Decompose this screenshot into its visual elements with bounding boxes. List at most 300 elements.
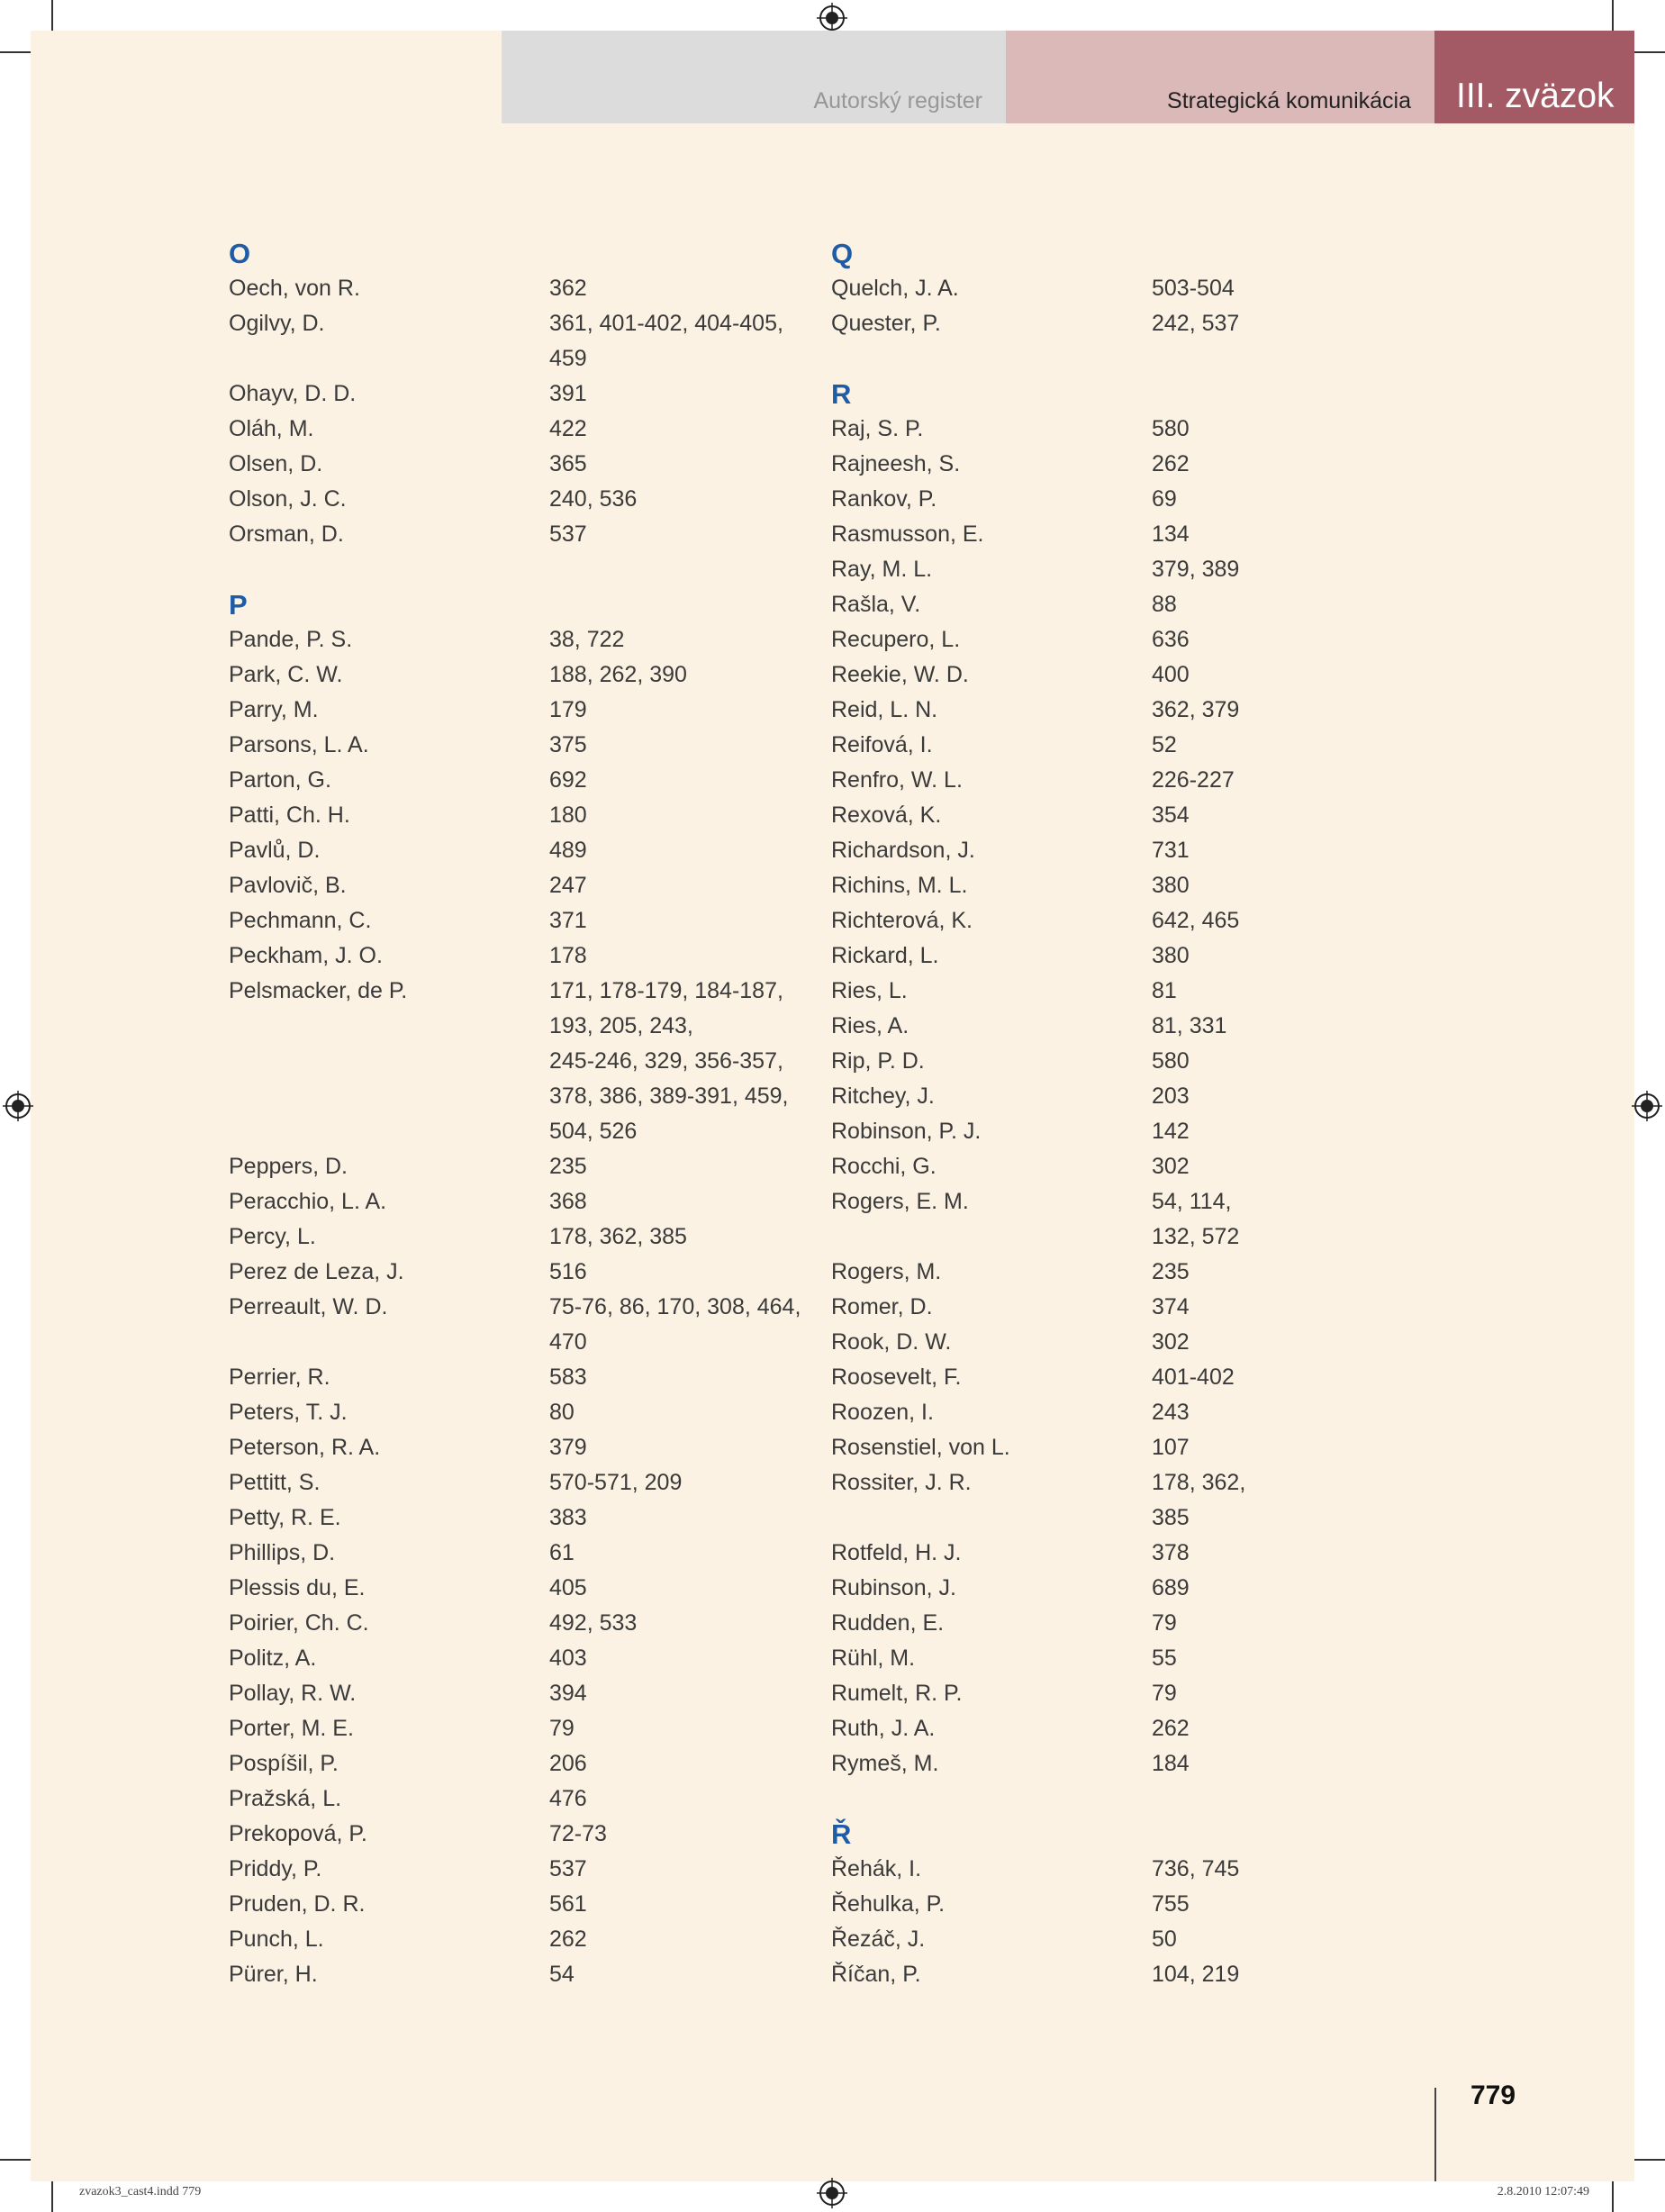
index-entry xyxy=(229,868,805,903)
registration-mark-icon xyxy=(1632,1091,1662,1121)
page-references xyxy=(549,412,805,447)
page-reference-line: 692 xyxy=(549,767,587,793)
page-references xyxy=(1152,622,1407,657)
author-name: Raj, S. P. xyxy=(831,416,924,441)
author-name: Renfro, W. L. xyxy=(831,767,963,793)
page-reference-line: 54, 114, xyxy=(1152,1189,1232,1214)
page-references xyxy=(549,447,805,482)
page-references xyxy=(549,728,805,763)
page-reference-line: 52 xyxy=(1152,732,1177,757)
page-reference-line: 476 xyxy=(549,1786,587,1811)
page-reference-line: 459 xyxy=(549,346,587,371)
page-reference-line: 79 xyxy=(1152,1610,1177,1636)
page-references xyxy=(549,1395,805,1430)
author-name: Romer, D. xyxy=(831,1294,933,1319)
page-references xyxy=(1152,1009,1407,1044)
page-reference-line: 262 xyxy=(549,1926,587,1952)
header-volume-bar xyxy=(1434,31,1634,123)
author-name: Rogers, M. xyxy=(831,1259,942,1284)
page-references xyxy=(549,1184,805,1219)
page-reference-line: 361, 401-402, 404-405, xyxy=(549,311,783,336)
author-name: Pettitt, S. xyxy=(229,1470,321,1495)
index-entry xyxy=(831,1255,1407,1290)
index-entry xyxy=(229,271,805,306)
index-entry xyxy=(831,1887,1407,1922)
page-reference-line: 302 xyxy=(1152,1329,1190,1355)
author-name: Plessis du, E. xyxy=(229,1575,366,1600)
page-references xyxy=(549,376,805,412)
index-entry xyxy=(831,1325,1407,1360)
page-references xyxy=(549,271,805,306)
crop-mark xyxy=(51,2181,53,2212)
index-entry xyxy=(831,833,1407,868)
author-name: Oláh, M. xyxy=(229,416,314,441)
index-entry xyxy=(229,1852,805,1887)
page-reference-line: 72-73 xyxy=(549,1821,607,1846)
page-reference-line: 362 xyxy=(549,276,587,301)
author-name: Rankov, P. xyxy=(831,486,937,512)
page-reference-line: 403 xyxy=(549,1645,587,1671)
index-entry xyxy=(831,271,1407,306)
page-references xyxy=(1152,1746,1407,1781)
page-references xyxy=(549,1430,805,1465)
page-reference-line: 379, 389 xyxy=(1152,557,1240,582)
author-name: Reifová, I. xyxy=(831,732,933,757)
page-reference-line: 193, 205, 243, xyxy=(549,1013,693,1038)
page-reference-line: 470 xyxy=(549,1329,587,1355)
page-references xyxy=(1152,693,1407,728)
index-entry xyxy=(229,1641,805,1676)
index-entry xyxy=(831,482,1407,517)
author-name: Ries, L. xyxy=(831,978,908,1003)
author-name: Rossiter, J. R. xyxy=(831,1470,972,1495)
page-reference-line: 378 xyxy=(1152,1540,1190,1565)
print-slug-file: zvazok3_cast4.indd 779 xyxy=(79,2185,202,2198)
page-reference-line: 54 xyxy=(549,1962,575,1987)
page-reference-line: 365 xyxy=(549,451,587,476)
page-references xyxy=(549,1465,805,1500)
index-entry xyxy=(229,1500,805,1536)
page-reference-line: 580 xyxy=(1152,416,1190,441)
index-letter-heading: O xyxy=(229,238,251,269)
author-name: Prekopová, P. xyxy=(229,1821,367,1846)
page-references xyxy=(1152,1360,1407,1395)
author-name: Robinson, P. J. xyxy=(831,1119,982,1144)
page-references xyxy=(549,1360,805,1395)
page-references xyxy=(1152,1641,1407,1676)
page-references xyxy=(549,1290,805,1360)
page-reference-line: 736, 745 xyxy=(1152,1856,1240,1881)
author-name: Reid, L. N. xyxy=(831,697,938,722)
page-reference-line: 226-227 xyxy=(1152,767,1235,793)
index-entry xyxy=(831,1641,1407,1676)
page-references xyxy=(549,1817,805,1852)
page-reference-line: 489 xyxy=(549,838,587,863)
page-reference-line: 79 xyxy=(549,1716,575,1741)
page-references xyxy=(1152,306,1407,341)
index-entry xyxy=(831,517,1407,552)
page-references xyxy=(1152,1676,1407,1711)
index-entry xyxy=(229,376,805,412)
page-references xyxy=(1152,1430,1407,1465)
page-reference-line: 755 xyxy=(1152,1891,1190,1917)
crop-mark xyxy=(1612,0,1614,31)
author-name: Perreault, W. D. xyxy=(229,1294,388,1319)
page-reference-line: 132, 572 xyxy=(1152,1224,1240,1249)
index-entry xyxy=(831,1536,1407,1571)
author-name: Rašla, V. xyxy=(831,592,921,617)
index-entry xyxy=(229,1395,805,1430)
author-name: Rühl, M. xyxy=(831,1645,916,1671)
page-references xyxy=(1152,798,1407,833)
index-entry xyxy=(229,1817,805,1852)
author-name: Rajneesh, S. xyxy=(831,451,961,476)
page-reference-line: 50 xyxy=(1152,1926,1177,1952)
page-references xyxy=(1152,833,1407,868)
author-name: Rumelt, R. P. xyxy=(831,1681,963,1706)
author-name: Phillips, D. xyxy=(229,1540,336,1565)
index-entry xyxy=(831,1009,1407,1044)
page-reference-line: 422 xyxy=(549,416,587,441)
page-references xyxy=(549,1641,805,1676)
author-name: Rosenstiel, von L. xyxy=(831,1435,1010,1460)
page-references xyxy=(1152,1395,1407,1430)
page-references xyxy=(1152,517,1407,552)
page-references xyxy=(1152,1255,1407,1290)
page-references xyxy=(549,1957,805,1992)
page-reference-line: 81 xyxy=(1152,978,1177,1003)
index-entry xyxy=(229,1255,805,1290)
page-references xyxy=(1152,271,1407,306)
author-name: Recupero, L. xyxy=(831,627,961,652)
page-references xyxy=(1152,763,1407,798)
index-entry xyxy=(831,974,1407,1009)
index-entry xyxy=(229,1219,805,1255)
index-entry xyxy=(229,833,805,868)
author-name: Richterová, K. xyxy=(831,908,973,933)
page-reference-line: 242, 537 xyxy=(1152,311,1240,336)
author-name: Orsman, D. xyxy=(229,521,344,547)
index-entry xyxy=(229,728,805,763)
page-references xyxy=(549,1219,805,1255)
page-reference-line: 69 xyxy=(1152,486,1177,512)
index-entry xyxy=(831,1114,1407,1149)
page-reference-line: 368 xyxy=(549,1189,587,1214)
page-reference-line: 178 xyxy=(549,943,587,968)
page-reference-line: 247 xyxy=(549,873,587,898)
header-section-label: Autorský register xyxy=(813,88,982,113)
index-entry xyxy=(229,1676,805,1711)
author-name: Ogilvy, D. xyxy=(229,311,325,336)
page-number: 779 xyxy=(1470,2081,1516,2110)
author-name: Rip, P. D. xyxy=(831,1048,925,1074)
index-entry xyxy=(229,1606,805,1641)
author-name: Porter, M. E. xyxy=(229,1716,354,1741)
index-entry xyxy=(831,657,1407,693)
index-entry xyxy=(229,1184,805,1219)
page-references xyxy=(549,1606,805,1641)
page-references xyxy=(1152,868,1407,903)
page-reference-line: 379 xyxy=(549,1435,587,1460)
header-book-title: Strategická komunikácia xyxy=(1167,88,1411,113)
author-name: Petty, R. E. xyxy=(229,1505,341,1530)
page-references xyxy=(549,903,805,938)
page-reference-line: 203 xyxy=(1152,1083,1190,1109)
page-references xyxy=(549,833,805,868)
author-name: Richins, M. L. xyxy=(831,873,968,898)
page-reference-line: 537 xyxy=(549,1856,587,1881)
page-references xyxy=(549,1746,805,1781)
page-reference-line: 88 xyxy=(1152,592,1177,617)
page-references xyxy=(1152,938,1407,974)
page-references xyxy=(549,1149,805,1184)
page-references xyxy=(1152,1290,1407,1325)
index-entry xyxy=(229,1290,805,1360)
page-reference-line: 636 xyxy=(1152,627,1190,652)
print-slug-date: 2.8.2010 12:07:49 xyxy=(1497,2185,1589,2198)
author-name: Reekie, W. D. xyxy=(831,662,969,687)
author-name: Peppers, D. xyxy=(229,1154,348,1179)
page-references xyxy=(549,938,805,974)
author-name: Parry, M. xyxy=(229,697,319,722)
page-references xyxy=(549,1676,805,1711)
page-reference-line: 171, 178-179, 184-187, xyxy=(549,978,783,1003)
crop-mark xyxy=(1634,2159,1665,2161)
index-entry xyxy=(831,1852,1407,1887)
page-reference-line: 385 xyxy=(1152,1505,1190,1530)
index-entry xyxy=(831,1465,1407,1536)
page-reference-line: 55 xyxy=(1152,1645,1177,1671)
index-entry xyxy=(229,974,805,1149)
page-references xyxy=(1152,1465,1407,1536)
page-reference-line: 492, 533 xyxy=(549,1610,638,1636)
index-entry xyxy=(831,1290,1407,1325)
page-references xyxy=(1152,587,1407,622)
index-entry xyxy=(831,693,1407,728)
author-name: Pavlovič, B. xyxy=(229,873,347,898)
index-entry xyxy=(831,412,1407,447)
page-reference-line: 302 xyxy=(1152,1154,1190,1179)
page-reference-line: 178, 362, xyxy=(1152,1470,1246,1495)
author-name: Roosevelt, F. xyxy=(831,1364,962,1390)
index-entry xyxy=(831,622,1407,657)
header-book-bar xyxy=(1006,31,1434,123)
author-name: Říčan, P. xyxy=(831,1962,921,1987)
author-name: Parsons, L. A. xyxy=(229,732,369,757)
index-entry xyxy=(229,412,805,447)
index-entry xyxy=(831,1079,1407,1114)
header-volume-label: III. zväzok xyxy=(1456,77,1615,115)
page-reference-line: 245-246, 329, 356-357, xyxy=(549,1048,783,1074)
index-entry xyxy=(229,1746,805,1781)
author-name: Rook, D. W. xyxy=(831,1329,952,1355)
index-entry xyxy=(229,1360,805,1395)
author-name: Rocchi, G. xyxy=(831,1154,937,1179)
page-references xyxy=(549,517,805,552)
index-entry xyxy=(229,903,805,938)
author-name: Punch, L. xyxy=(229,1926,324,1952)
author-name: Pelsmacker, de P. xyxy=(229,978,408,1003)
author-name: Rickard, L. xyxy=(831,943,939,968)
page-reference-line: 405 xyxy=(549,1575,587,1600)
page-reference-line: 243 xyxy=(1152,1400,1190,1425)
author-name: Pruden, D. R. xyxy=(229,1891,366,1917)
index-entry xyxy=(229,938,805,974)
author-name: Richardson, J. xyxy=(831,838,975,863)
page-references xyxy=(1152,1149,1407,1184)
author-name: Peterson, R. A. xyxy=(229,1435,381,1460)
index-entry xyxy=(831,552,1407,587)
author-name: Perrier, R. xyxy=(229,1364,330,1390)
author-name: Rotfeld, H. J. xyxy=(831,1540,962,1565)
index-column-right xyxy=(831,236,1407,1992)
page-references xyxy=(1152,1887,1407,1922)
index-entry xyxy=(831,903,1407,938)
page-references xyxy=(1152,412,1407,447)
author-name: Priddy, P. xyxy=(229,1856,322,1881)
page-references xyxy=(1152,1079,1407,1114)
page-references xyxy=(549,306,805,376)
author-name: Peracchio, L. A. xyxy=(229,1189,387,1214)
index-entry xyxy=(229,763,805,798)
author-name: Percy, L. xyxy=(229,1224,316,1249)
page-reference-line: 374 xyxy=(1152,1294,1190,1319)
index-entry xyxy=(831,1606,1407,1641)
crop-mark xyxy=(1612,2181,1614,2212)
page-references xyxy=(549,763,805,798)
index-entry xyxy=(831,728,1407,763)
page-references xyxy=(549,1922,805,1957)
page-reference-line: 107 xyxy=(1152,1435,1190,1460)
page-references xyxy=(1152,552,1407,587)
page-references xyxy=(1152,1114,1407,1149)
page-reference-line: 354 xyxy=(1152,802,1190,828)
author-name: Patti, Ch. H. xyxy=(229,802,350,828)
index-entry xyxy=(229,482,805,517)
author-name: Pavlů, D. xyxy=(229,838,321,863)
author-name: Ray, M. L. xyxy=(831,557,933,582)
page-reference-line: 583 xyxy=(549,1364,587,1390)
page-reference-line: 134 xyxy=(1152,521,1190,547)
page-references xyxy=(1152,728,1407,763)
page-references xyxy=(549,868,805,903)
page-references xyxy=(549,1571,805,1606)
page-reference-line: 38, 722 xyxy=(549,627,625,652)
author-name: Ohayv, D. D. xyxy=(229,381,357,406)
page-references xyxy=(1152,1571,1407,1606)
page-references xyxy=(1152,657,1407,693)
index-entry xyxy=(229,517,805,552)
author-name: Peckham, J. O. xyxy=(229,943,383,968)
index-entry xyxy=(229,1571,805,1606)
index-entry xyxy=(229,798,805,833)
page-reference-line: 383 xyxy=(549,1505,587,1530)
page-reference-line: 206 xyxy=(549,1751,587,1776)
page-reference-line: 240, 536 xyxy=(549,486,638,512)
index-entry xyxy=(229,693,805,728)
page-reference-line: 380 xyxy=(1152,873,1190,898)
crop-mark xyxy=(1634,51,1665,53)
page-references xyxy=(1152,447,1407,482)
page-reference-line: 516 xyxy=(549,1259,587,1284)
page-reference-line: 81, 331 xyxy=(1152,1013,1227,1038)
page-reference-line: 378, 386, 389-391, 459, xyxy=(549,1083,789,1109)
index-entry xyxy=(229,1430,805,1465)
page-reference-line: 75-76, 86, 170, 308, 464, xyxy=(549,1294,801,1319)
index-entry xyxy=(831,1430,1407,1465)
page-references xyxy=(1152,1325,1407,1360)
page-reference-line: 262 xyxy=(1152,451,1190,476)
index-entry xyxy=(831,763,1407,798)
author-name: Politz, A. xyxy=(229,1645,317,1671)
page-references xyxy=(549,693,805,728)
index-entry xyxy=(831,1360,1407,1395)
index-entry xyxy=(229,622,805,657)
author-name: Roozen, I. xyxy=(831,1400,934,1425)
page-reference-line: 380 xyxy=(1152,943,1190,968)
folio-divider xyxy=(1434,2088,1436,2181)
page-references xyxy=(549,1255,805,1290)
index-entry xyxy=(229,1957,805,1992)
registration-mark-icon xyxy=(817,3,847,33)
author-name: Řehák, I. xyxy=(831,1856,922,1881)
registration-mark-icon xyxy=(3,1091,33,1121)
author-name: Park, C. W. xyxy=(229,662,343,687)
index-entry xyxy=(831,1044,1407,1079)
index-entry xyxy=(229,1781,805,1817)
page-reference-line: 731 xyxy=(1152,838,1190,863)
page-reference-line: 580 xyxy=(1152,1048,1190,1074)
author-name: Peters, T. J. xyxy=(229,1400,348,1425)
index-entry xyxy=(831,1746,1407,1781)
page-reference-line: 394 xyxy=(549,1681,587,1706)
index-entry xyxy=(229,447,805,482)
author-name: Rexová, K. xyxy=(831,802,942,828)
index-entry xyxy=(831,1149,1407,1184)
page-reference-line: 362, 379 xyxy=(1152,697,1240,722)
page-references xyxy=(549,622,805,657)
index-letter-heading: R xyxy=(831,378,852,410)
page-references xyxy=(1152,1606,1407,1641)
author-name: Rogers, E. M. xyxy=(831,1189,969,1214)
registration-mark-icon xyxy=(817,2178,847,2208)
author-name: Parton, G. xyxy=(229,767,331,793)
page-reference-line: 401-402 xyxy=(1152,1364,1235,1390)
author-name: Ruth, J. A. xyxy=(831,1716,936,1741)
page-references xyxy=(1152,1711,1407,1746)
page-references xyxy=(1152,1922,1407,1957)
page-reference-line: 561 xyxy=(549,1891,587,1917)
index-entry xyxy=(831,1571,1407,1606)
author-name: Quelch, J. A. xyxy=(831,276,959,301)
page-references xyxy=(1152,482,1407,517)
author-name: Olsen, D. xyxy=(229,451,323,476)
page-reference-line: 188, 262, 390 xyxy=(549,662,687,687)
page-reference-line: 80 xyxy=(549,1400,575,1425)
page-references xyxy=(549,1852,805,1887)
page-references xyxy=(1152,974,1407,1009)
index-entry xyxy=(831,1676,1407,1711)
author-name: Řehulka, P. xyxy=(831,1891,946,1917)
index-entry xyxy=(229,1465,805,1500)
page-reference-line: 184 xyxy=(1152,1751,1190,1776)
page-reference-line: 142 xyxy=(1152,1119,1190,1144)
index-entry xyxy=(229,306,805,376)
page-reference-line: 235 xyxy=(1152,1259,1190,1284)
index-entry xyxy=(229,1711,805,1746)
crop-mark xyxy=(0,51,31,53)
author-name: Pechmann, C. xyxy=(229,908,372,933)
